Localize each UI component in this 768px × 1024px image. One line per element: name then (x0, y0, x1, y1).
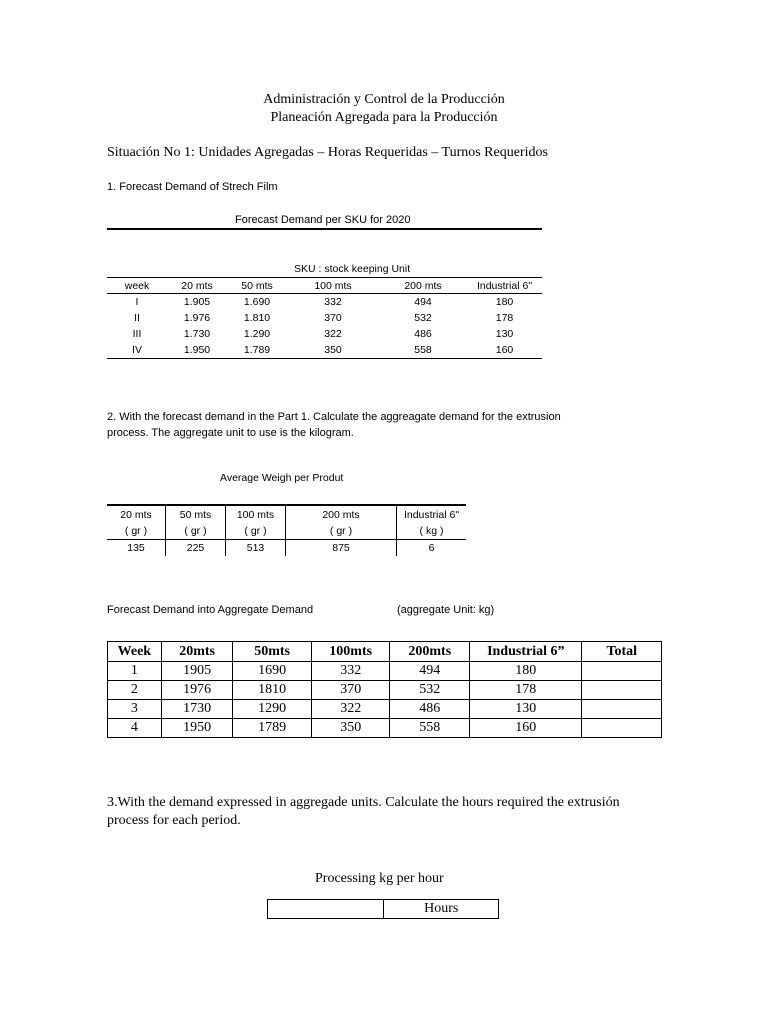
processing-hours-table (267, 899, 499, 919)
table-cell: III (132, 328, 142, 340)
table-row (107, 294, 542, 311)
table-row (268, 900, 499, 919)
table-cell: 350 (311, 719, 390, 738)
situation-heading: Situación No 1: Unidades Agregadas – Horas Requeridas – Turnos Requeridos (107, 145, 548, 160)
column-header: 200 mts (379, 278, 467, 294)
average-weight-table (107, 504, 466, 556)
table-row (108, 662, 662, 681)
column-header: 100 mts (287, 278, 379, 294)
table-row (107, 540, 466, 557)
table-cell: 370 (324, 312, 342, 324)
column-header: 200mts (390, 642, 470, 662)
table-cell: 1950 (161, 719, 233, 738)
table-cell: 1690 (233, 662, 312, 681)
table-cell (268, 900, 384, 919)
table-cell: 332 (324, 296, 342, 308)
column-header: 50 mts (166, 505, 226, 523)
table-cell: 160 (470, 719, 582, 738)
column-header: 20mts (161, 642, 233, 662)
unit-cell: ( kg ) (397, 523, 467, 540)
column-header: Total (582, 642, 662, 662)
table-header-row (107, 278, 542, 294)
table-cell: 322 (311, 700, 390, 719)
table-cell: 532 (414, 312, 432, 324)
total-cell (582, 719, 662, 738)
column-header: 100 mts (226, 505, 286, 523)
table-cell: 1976 (161, 681, 233, 700)
table-cell: 1.290 (243, 328, 271, 340)
part1-heading: 1. Forecast Demand of Strech Film (107, 181, 278, 193)
processing-title: Processing kg per hour (315, 871, 444, 886)
document-subtitle: Planeación Agregada para la Producción (270, 110, 498, 125)
table-cell: 322 (324, 328, 342, 340)
table-cell: 3 (108, 700, 162, 719)
table-cell: 1789 (233, 719, 312, 738)
table-cell: 1.905 (183, 296, 211, 308)
unit-cell: ( gr ) (166, 523, 226, 540)
table-cell: 1730 (161, 700, 233, 719)
table-cell: 1905 (161, 662, 233, 681)
table-cell: 178 (495, 312, 514, 324)
table-cell: 1290 (233, 700, 312, 719)
table-cell: 486 (414, 328, 432, 340)
table-cell: IV (107, 342, 167, 359)
table-header-row (108, 642, 662, 662)
table-cell: 370 (311, 681, 390, 700)
column-header: week (107, 278, 167, 294)
part2-text-line2: process. The aggregate unit to use is the kilogram. (107, 427, 354, 439)
table-row (107, 342, 542, 359)
unit-cell: ( gr ) (226, 523, 286, 540)
table-row (107, 310, 542, 326)
table-units-row (107, 523, 466, 540)
table-header-row (107, 505, 466, 523)
table-cell: 875 (286, 540, 397, 557)
total-cell (582, 700, 662, 719)
aggregate-demand-label: Forecast Demand into Aggregate Demand (107, 604, 314, 616)
document-title: Administración y Control de la Producción (263, 92, 505, 107)
table-cell: 225 (166, 540, 226, 557)
column-header: 50 mts (227, 278, 287, 294)
table-cell: 350 (287, 342, 379, 359)
table-cell: 332 (311, 662, 390, 681)
table-cell: 135 (107, 540, 166, 557)
table-cell: 1.976 (183, 312, 211, 324)
table-cell: 532 (390, 681, 470, 700)
unit-cell: ( gr ) (107, 523, 166, 540)
title-divider (107, 228, 542, 230)
table-cell: 1.950 (167, 342, 227, 359)
aggregate-unit-label: (aggregate Unit: kg) (397, 604, 495, 616)
table-cell: 4 (108, 719, 162, 738)
part3-text-line1: 3.With the demand expressed in aggregade units. Calculate the hours required the extrusión (107, 795, 620, 810)
table-cell: 1 (108, 662, 162, 681)
table-cell: 513 (226, 540, 286, 557)
table-cell: 558 (379, 342, 467, 359)
part3-text-line2: process for each period. (107, 813, 241, 828)
table-row (107, 326, 542, 342)
column-header: 20 mts (167, 278, 227, 294)
column-header: 20 mts (107, 505, 166, 523)
table-cell: 1.690 (243, 296, 271, 308)
aggregate-demand-table (107, 641, 662, 738)
table-row (108, 719, 662, 738)
table-cell: I (135, 296, 139, 308)
table-row (108, 700, 662, 719)
column-header: Industrial 6" (467, 278, 542, 294)
table-cell: 494 (414, 296, 432, 308)
table-cell: 1.789 (227, 342, 287, 359)
column-header: 100mts (311, 642, 390, 662)
forecast-table-title: Forecast Demand per SKU for 2020 (235, 214, 411, 226)
table-cell: 2 (108, 681, 162, 700)
table-cell: 178 (470, 681, 582, 700)
total-cell (582, 662, 662, 681)
hours-cell: Hours (384, 900, 499, 919)
table-cell: 160 (467, 342, 542, 359)
table-cell: 1810 (233, 681, 312, 700)
column-header: Week (108, 642, 162, 662)
column-header: 200 mts (286, 505, 397, 523)
column-header: 50mts (233, 642, 312, 662)
table-cell: 130 (470, 700, 582, 719)
weight-table-title: Average Weigh per Produt (220, 472, 344, 484)
table-cell: 1.730 (183, 328, 211, 340)
table-cell: 6 (428, 542, 435, 554)
unit-cell: ( gr ) (286, 523, 397, 540)
column-header: Industrial 6" (397, 505, 467, 523)
table-cell: 486 (390, 700, 470, 719)
sku-forecast-table (107, 277, 542, 359)
table-row (108, 681, 662, 700)
part2-text-line1: 2. With the forecast demand in the Part 1. Calculate the aggreagate demand for the extrusion (107, 411, 561, 423)
total-cell (582, 681, 662, 700)
table-cell: 558 (390, 719, 470, 738)
table-cell: 180 (495, 296, 514, 308)
table-cell: 494 (390, 662, 470, 681)
table-cell: 1.810 (243, 312, 271, 324)
column-header: Industrial 6” (470, 642, 582, 662)
table-cell: II (134, 312, 140, 324)
table-cell: 180 (470, 662, 582, 681)
table-cell: 130 (495, 328, 514, 340)
sku-caption: SKU : stock keeping Unit (294, 263, 411, 275)
